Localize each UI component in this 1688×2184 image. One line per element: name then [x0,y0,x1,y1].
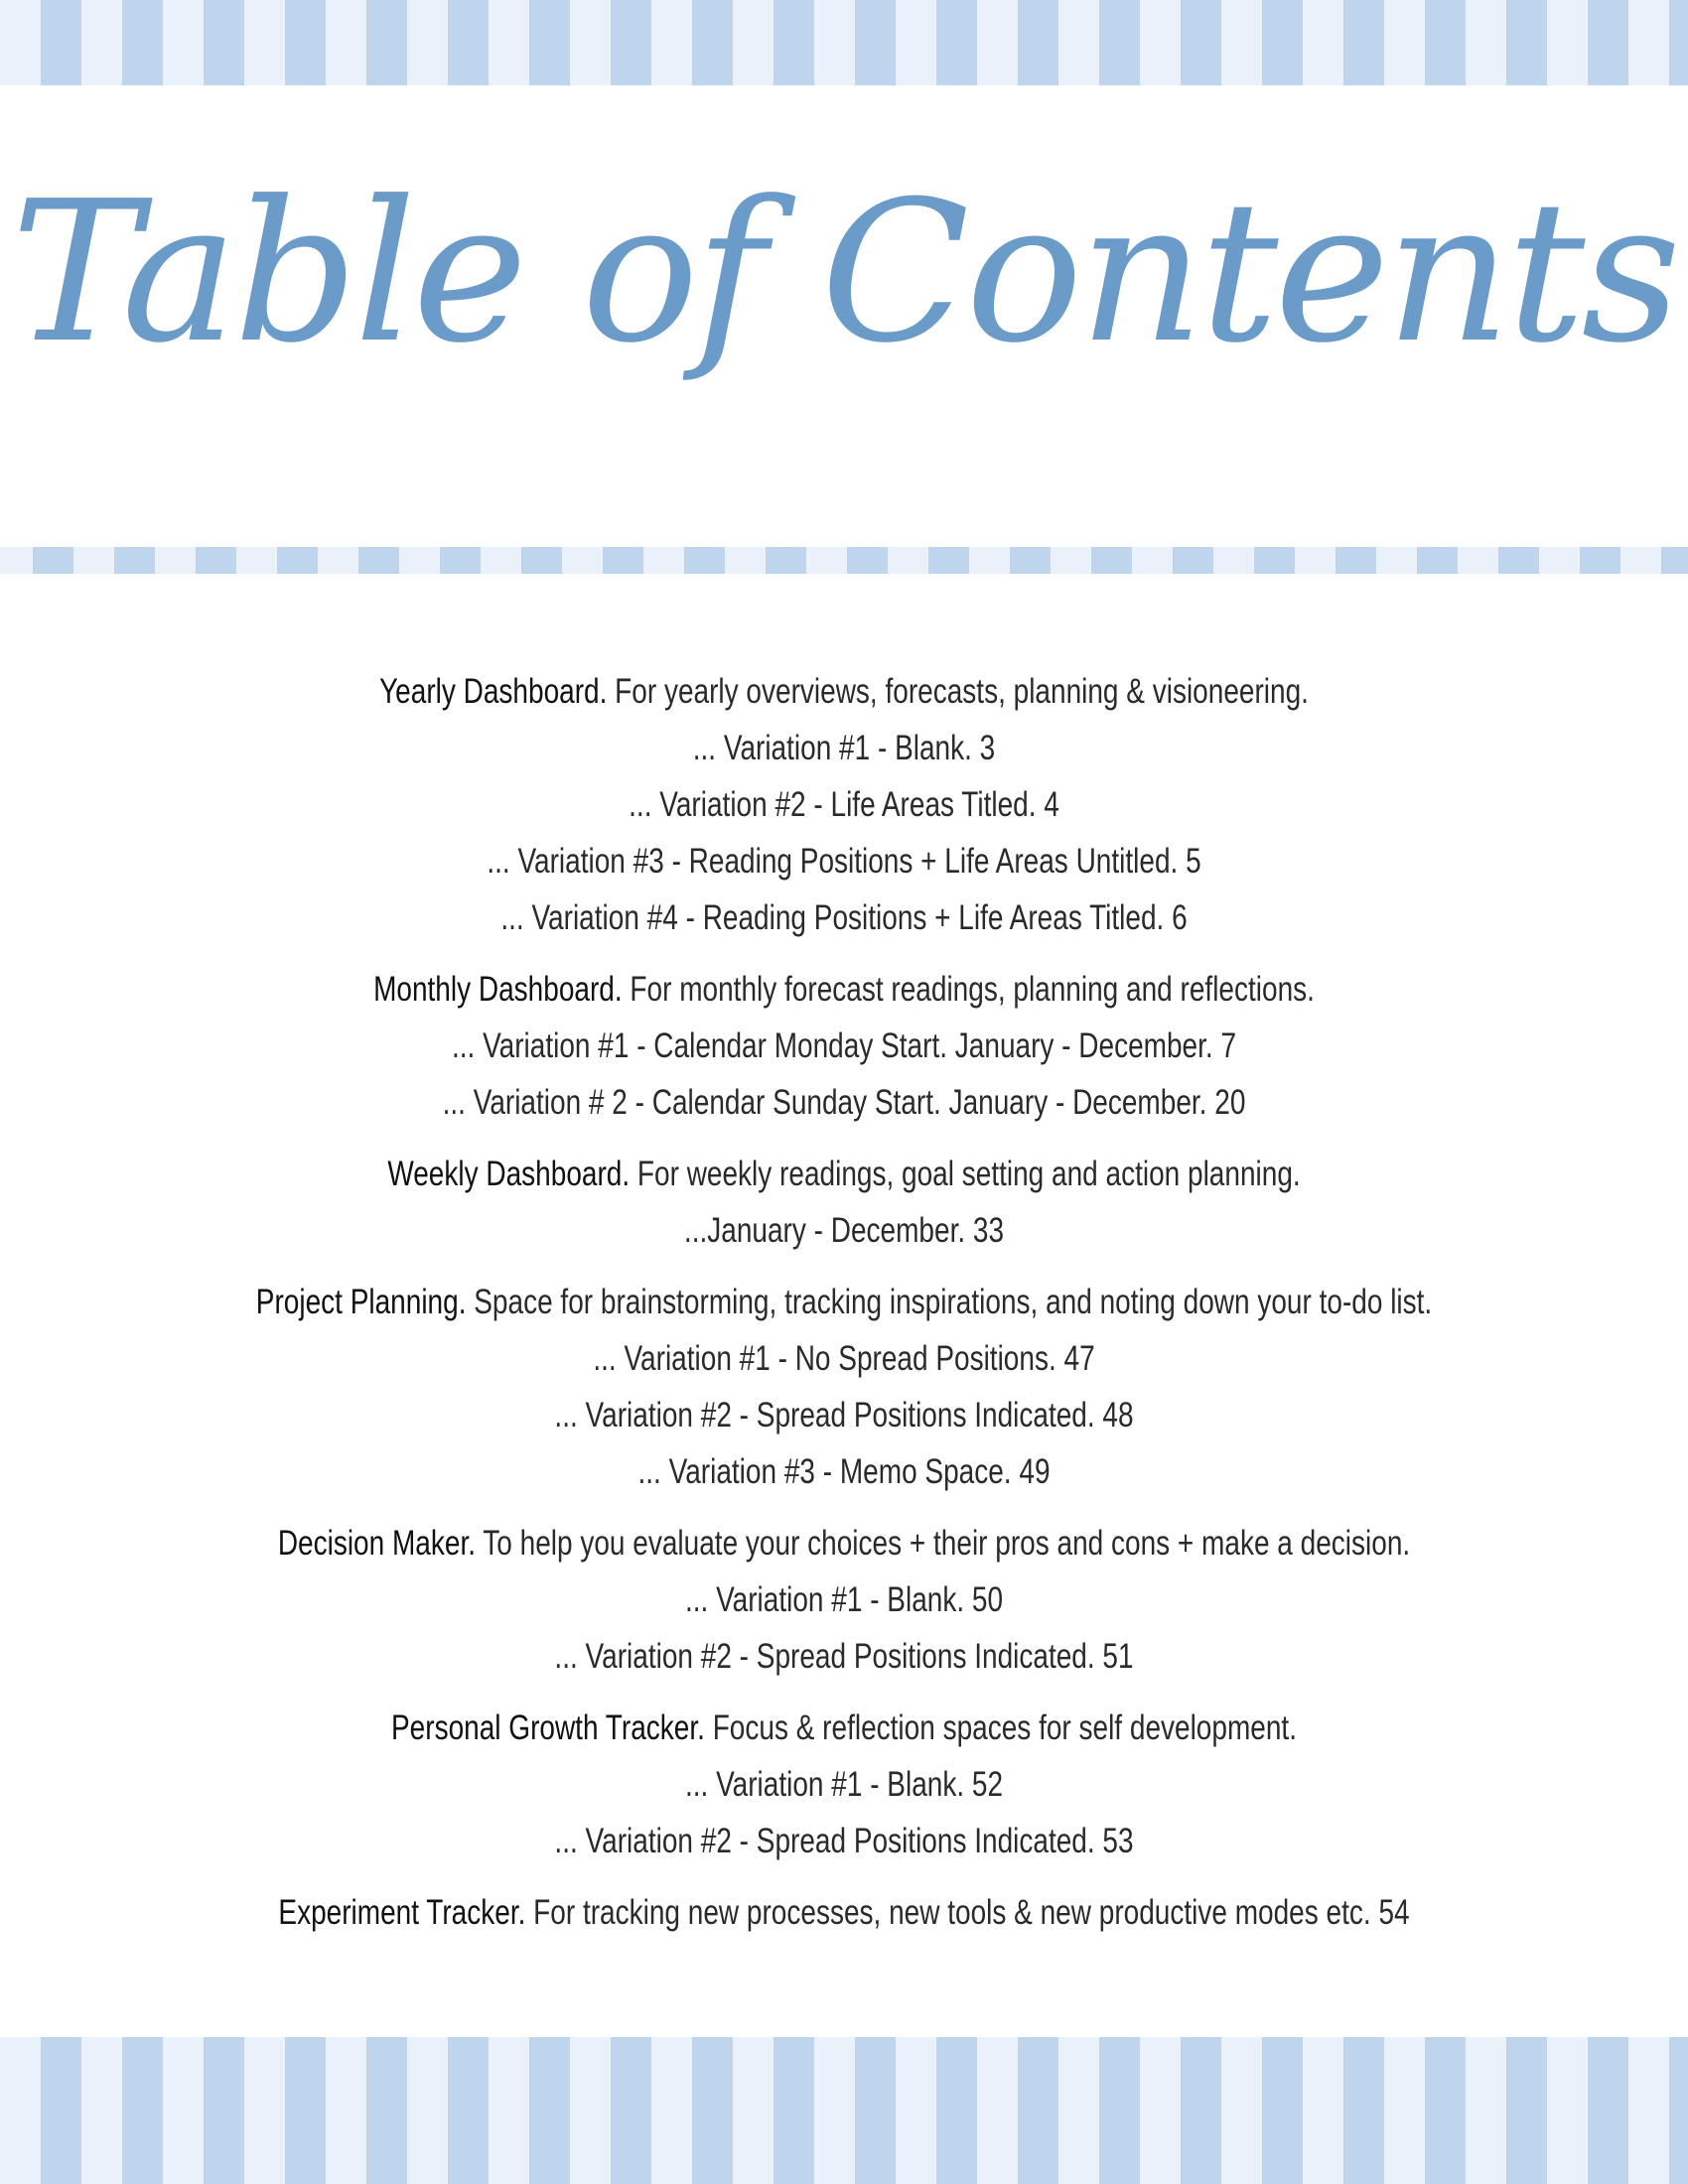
section-description: For weekly readings, goal setting and action planning. [630,1155,1301,1193]
section-heading: Project Planning. [255,1283,467,1321]
toc-section-yearly-dashboard [60,663,1628,946]
toc-item[interactable]: ... Variation #3 - Memo Space. 49 [637,1452,1051,1491]
toc-item[interactable]: ... Variation #1 - Calendar Monday Start. January - December. 7 [451,1026,1237,1065]
toc-item[interactable]: ... Variation #1 - Blank. 50 [684,1580,1004,1619]
section-description: For tracking new processes, new tools & new productive modes etc. 54 [525,1893,1410,1932]
toc-item[interactable]: ... Variation #2 - Spread Positions Indicated. 51 [554,1637,1134,1676]
page-title: Table of Contents [10,160,1678,386]
toc-section-experiment-tracker [60,1884,1628,1941]
toc-section-weekly-dashboard [60,1146,1628,1259]
section-description: For monthly forecast readings, planning and reflections. [622,970,1315,1009]
toc-section-personal-growth-tracker [60,1700,1628,1869]
toc-entry-weekly-dashboard[interactable] [216,1146,1472,1202]
bottom-stripe-band [0,2037,1688,2184]
toc-item[interactable]: ... Variation #4 - Reading Positions + Life Areas Titled. 6 [500,898,1188,937]
section-heading: Decision Maker. [277,1524,477,1563]
toc-entry-personal-growth-tracker[interactable] [216,1700,1472,1756]
toc-entry-decision-maker[interactable] [216,1515,1472,1571]
toc-item[interactable]: ... Variation # 2 - Calendar Sunday Start. January - December. 20 [442,1083,1246,1122]
toc-list [60,663,1628,1956]
toc-item[interactable]: ... Variation #2 - Life Areas Titled. 4 [629,785,1059,824]
toc-item[interactable]: ... Variation #2 - Spread Positions Indicated. 48 [554,1396,1134,1434]
toc-entry-project-planning[interactable] [216,1274,1472,1330]
toc-entry-monthly-dashboard[interactable] [216,961,1472,1018]
toc-item[interactable]: ...January - December. 33 [683,1211,1005,1250]
top-stripe-band [0,0,1688,85]
toc-section-project-planning [60,1274,1628,1500]
section-heading: Weekly Dashboard. [387,1155,631,1193]
section-description: Focus & reflection spaces for self development. [704,1708,1297,1747]
section-description: Space for brainstorming, tracking inspirations, and noting down your to-do list. [466,1283,1433,1321]
section-heading: Yearly Dashboard. [379,672,608,711]
section-heading: Experiment Tracker. [278,1893,526,1932]
section-heading: Monthly Dashboard. [373,970,623,1009]
toc-item[interactable]: ... Variation #1 - No Spread Positions. 47 [593,1339,1095,1378]
section-description: For yearly overviews, forecasts, planning & visioneering. [607,672,1309,711]
toc-item[interactable]: ... Variation #3 - Reading Positions + Life Areas Untitled. 5 [487,842,1201,881]
section-description: To help you evaluate your choices + their pros and cons + make a decision. [476,1524,1411,1563]
toc-entry-yearly-dashboard[interactable] [216,663,1472,720]
toc-item[interactable]: ... Variation #2 - Spread Positions Indicated. 53 [554,1822,1134,1860]
divider-stripe-band [0,547,1688,574]
toc-section-monthly-dashboard [60,961,1628,1131]
toc-entry-experiment-tracker[interactable] [216,1884,1472,1941]
toc-section-decision-maker [60,1515,1628,1685]
toc-item[interactable]: ... Variation #1 - Blank. 52 [684,1765,1004,1804]
toc-item[interactable]: ... Variation #1 - Blank. 3 [692,729,996,767]
section-heading: Personal Growth Tracker. [391,1708,705,1747]
